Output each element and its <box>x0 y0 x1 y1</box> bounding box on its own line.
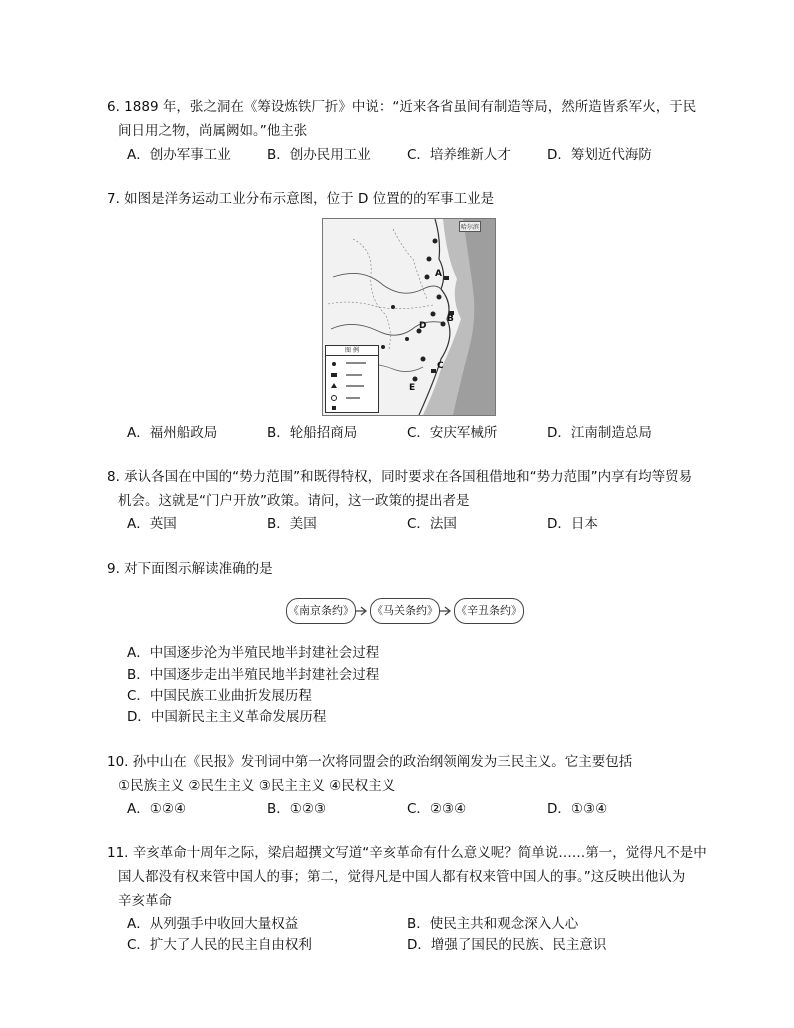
q9-option-c: C．中国民族工业曲折发展历程 <box>127 688 312 704</box>
map-label-ne: 哈尔滨 <box>459 221 481 232</box>
q8-option-b: B．美国 <box>267 516 317 532</box>
q11-option-d: D．增强了国民的民族、民主意识 <box>407 937 607 953</box>
q8-option-d: D．日本 <box>547 516 598 532</box>
q7-stem: 7. 如图是洋务运动工业分布示意图，位于 D 位置的的军事工业是 <box>107 191 495 207</box>
q9-option-b: B．中国逐步走出半殖民地半封建社会过程 <box>127 667 380 683</box>
q10-items: ①民族主义 ②民生主义 ③民主主义 ④民权主义 <box>118 778 396 794</box>
q11-stem-line2: 国人都没有权来管中国人的事；第二，觉得凡是中国人都有权来管中国人的事。”这反映出他认为 <box>118 869 686 885</box>
map-point-e: E <box>409 383 416 393</box>
q6-option-b: B．创办民用工业 <box>267 147 371 163</box>
q10-option-a: A．①②④ <box>127 801 187 817</box>
q6-stem-line2: 间日用之物，尚属阙如。”他主张 <box>118 123 308 139</box>
industry-distribution-map <box>322 218 496 416</box>
arrow-right-icon <box>439 606 453 616</box>
map-point-b: B <box>447 314 454 324</box>
q9-option-d: D．中国新民主主义革命发展历程 <box>127 709 327 725</box>
arrow-right-icon <box>355 606 369 616</box>
q10-option-c: C．②③④ <box>407 801 467 817</box>
q6-option-c: C．培养维新人才 <box>407 147 511 163</box>
map-point-c: C <box>437 361 444 371</box>
map-point-d: D <box>419 321 427 331</box>
map-legend-symbols <box>326 356 378 412</box>
q6-stem-line1: 6. 1889 年，张之洞在《筹设炼铁厂折》中说：“近来各省虽间有制造等局，然所造皆系军火，于民 <box>107 99 697 115</box>
q8-stem-line2: 机会。这就是“门户开放”政策。请问，这一政策的提出者是 <box>118 493 470 509</box>
q7-option-c: C．安庆军械所 <box>407 425 498 441</box>
q7-option-a: A．福州船政局 <box>127 425 218 441</box>
q10-option-d: D．①③④ <box>547 801 608 817</box>
q9-stem: 9. 对下面图示解读准确的是 <box>107 561 273 577</box>
treaty-node-xinchou: 《辛丑条约》 <box>454 598 524 624</box>
q6-option-a: A．创办军事工业 <box>127 147 231 163</box>
q8-stem-line1: 8. 承认各国在中国的“势力范围”和既得特权，同时要求在各国租借地和“势力范围”内享有均等贸易 <box>107 469 693 485</box>
map-point-a: A <box>435 269 442 279</box>
treaty-node-maguan: 《马关条约》 <box>370 598 440 624</box>
q8-option-a: A．英国 <box>127 516 177 532</box>
map-legend-title: 图 例 <box>326 346 378 356</box>
q11-option-a: A．从列强手中收回大量权益 <box>127 916 299 932</box>
treaty-sequence-diagram <box>286 596 532 628</box>
q10-option-b: B．①②③ <box>267 801 327 817</box>
q7-option-b: B．轮船招商局 <box>267 425 358 441</box>
q9-option-a: A．中国逐步沦为半殖民地半封建社会过程 <box>127 645 380 661</box>
q11-option-b: B．使民主共和观念深入人心 <box>407 916 579 932</box>
q6-option-d: D．筹划近代海防 <box>547 147 652 163</box>
q11-stem-line1: 11. 辛亥革命十周年之际，梁启超撰文写道“辛亥革命有什么意义呢？简单说……第一，觉得凡不是中 <box>107 845 707 861</box>
q7-option-d: D．江南制造总局 <box>547 425 652 441</box>
q11-option-c: C．扩大了人民的民主自由权利 <box>127 937 312 953</box>
q11-stem-line3: 辛亥革命 <box>118 893 172 909</box>
q10-stem: 10. 孙中山在《民报》发刊词中第一次将同盟会的政治纲领阐发为三民主义。它主要包括 <box>107 754 633 770</box>
map-legend <box>325 345 379 413</box>
q8-option-c: C．法国 <box>407 516 457 532</box>
treaty-node-nanjing: 《南京条约》 <box>286 598 356 624</box>
